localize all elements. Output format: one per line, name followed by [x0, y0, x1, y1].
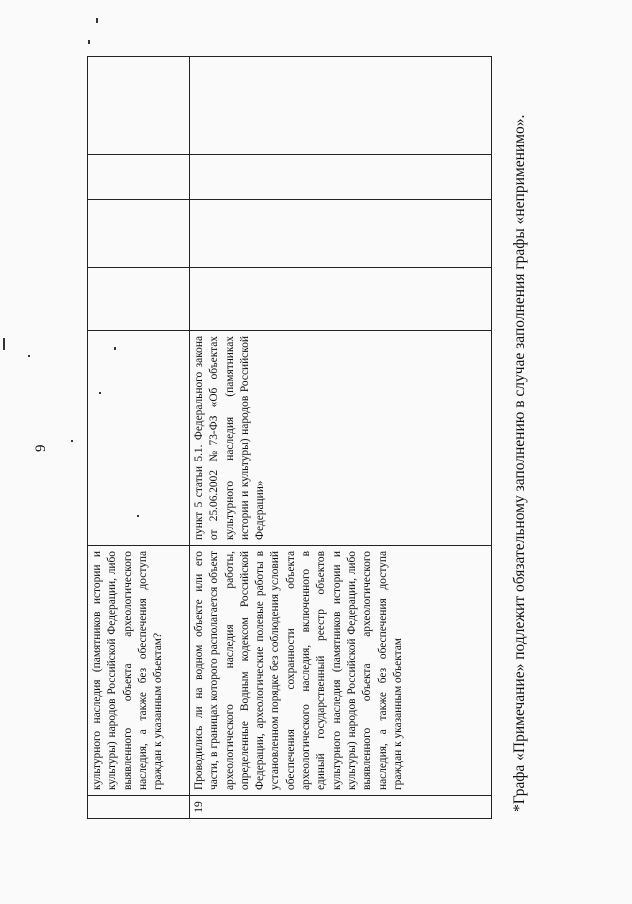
scan-speck	[114, 347, 116, 350]
page-number: 9	[33, 444, 49, 452]
answer-na-cell[interactable]	[190, 155, 492, 200]
table-row	[88, 57, 190, 819]
row-number	[88, 796, 190, 819]
row-number: 19	[190, 796, 492, 819]
answer-no-cell[interactable]	[88, 200, 190, 268]
scan-speck	[88, 40, 90, 44]
requirements-table	[87, 56, 492, 819]
answer-yes-cell[interactable]	[88, 268, 190, 331]
answer-yes-cell[interactable]	[190, 268, 492, 331]
note-cell[interactable]	[88, 57, 190, 155]
scan-speck	[99, 392, 101, 394]
scan-speck	[137, 515, 139, 517]
note-cell[interactable]	[190, 57, 492, 155]
legal-basis	[88, 331, 190, 546]
table-row	[190, 57, 492, 819]
scan-speck	[28, 355, 30, 357]
requirement-question: Проводились ли на водном объекте или его части, в границах которого располагается объект археологического наследия работы, определенные Водным кодексом Российской Федерации, археологические полевые работы в установленном порядке без соблюдения условий обеспечения сохранности объекта археологического наследия, включенного в единый государственный реестр объектов культурного наследия (памятников истории и культуры) народов Российской Федерации, либо выявленного объекта археологического наследия, а также без обеспечения доступа граждан к указанным объектам	[190, 546, 492, 796]
footnote: *Графа «Примечание» подлежит обязательному заполнению в случае заполнения графы «неприменимо».	[511, 114, 528, 812]
scan-speck	[3, 338, 5, 350]
answer-na-cell[interactable]	[88, 155, 190, 200]
scan-speck	[96, 18, 98, 23]
answer-no-cell[interactable]	[190, 200, 492, 268]
requirement-question: культурного наследия (памятников истории и культуры) народов Российской Федерации, либо выявленного объекта археологического наследия, а также без обеспечения доступа граждан к указанным объектам?	[88, 546, 190, 796]
scan-speck	[71, 440, 73, 442]
legal-basis: пункт 5 статьи 5.1. Федерального закона от 25.06.2002 №73-ФЗ «Об объектах культурного наследия (памятниках истории и культуры) народов Российской Федерации»	[190, 331, 492, 546]
